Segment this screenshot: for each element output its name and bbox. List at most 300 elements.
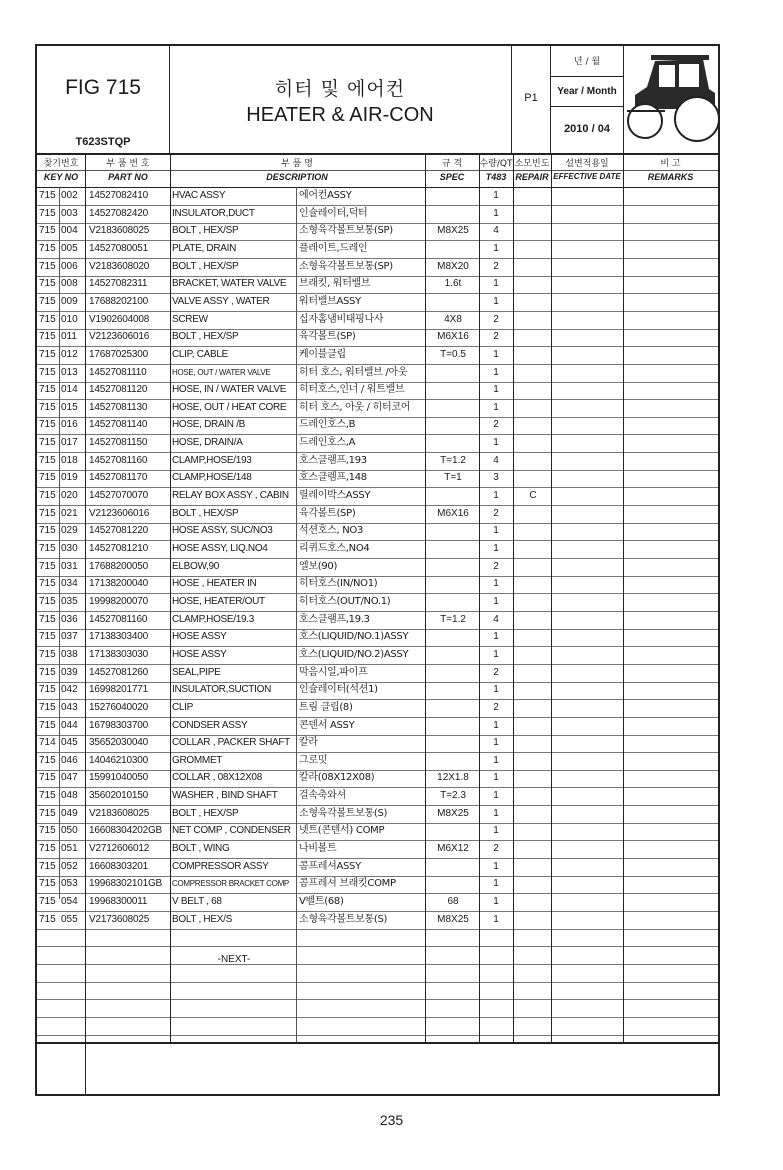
fig-cell: 715	[39, 384, 56, 396]
key-no-cell: 015	[61, 401, 78, 413]
description-ko-cell: 히터호스(IN/NO1)	[299, 578, 378, 590]
description-ko-cell: 인슐레이터(석션1)	[299, 684, 378, 696]
description-ko-cell: 칼라(08X12X08)	[299, 772, 375, 784]
table-row	[37, 522, 718, 541]
part-no-cell: 14046210300	[89, 754, 148, 766]
figure-label: FIG 715	[65, 76, 141, 99]
key-no-cell: 051	[61, 843, 78, 855]
qty-cell: 1	[493, 384, 499, 396]
fig-cell: 715	[39, 437, 56, 449]
table-row	[37, 469, 718, 488]
qty-cell: 2	[493, 560, 499, 572]
qty-cell: 1	[493, 295, 499, 307]
qty-cell: 1	[493, 578, 499, 590]
description-cell: HOSE, OUT / WATER VALVE	[172, 367, 271, 377]
qty-cell: 2	[493, 666, 499, 678]
spec-cell: T=2.3	[440, 790, 466, 802]
description-ko-cell: 브래킷, 워터밸브	[299, 278, 371, 290]
qty-cell: 1	[493, 684, 499, 696]
repair-cell	[514, 593, 552, 610]
fig-cell: 715	[39, 613, 56, 625]
fig-cell: 715	[39, 701, 56, 713]
part-no-cell: 14527070070	[89, 490, 148, 502]
description-cell: CLIP	[172, 701, 194, 713]
table-row	[37, 875, 718, 894]
part-no-cell: 14527080051	[89, 242, 148, 254]
description-cell: INSULATOR,SUCTION	[172, 684, 271, 696]
description-ko-cell: 칼라	[299, 737, 318, 749]
repair-cell	[514, 364, 552, 381]
qty-cell: 1	[493, 631, 499, 643]
table-row	[37, 275, 718, 294]
description-ko-cell: 히터호스,인너 / 워트밸브	[299, 384, 405, 396]
repair-cell	[514, 575, 552, 592]
part-no-cell: 17138303030	[89, 648, 148, 660]
table-row	[37, 752, 718, 771]
part-no-cell: 35602010150	[89, 790, 148, 802]
table-row	[37, 805, 718, 824]
key-no-cell: 003	[61, 207, 78, 219]
part-no-cell: 17687025300	[89, 348, 148, 360]
description-ko-cell: 히터 호스, 워터밸브 /아웃	[299, 366, 408, 378]
table-row	[37, 928, 718, 947]
key-no-cell: 034	[61, 578, 78, 590]
part-no-cell: 19968300011	[89, 896, 148, 907]
description-ko-cell: 콘덴서 ASSY	[299, 719, 355, 731]
spec-cell	[427, 681, 479, 698]
table-row	[37, 611, 718, 630]
qty-cell: 2	[493, 419, 499, 431]
spec-cell	[427, 875, 479, 892]
part-no-cell: 35652030040	[89, 737, 148, 749]
description-cell: COLLAR , 08X12X08	[172, 772, 262, 784]
description-ko-cell: 소형육각볼트보통(S)	[299, 913, 388, 925]
qty-cell: 1	[493, 525, 499, 537]
part-no-cell: 15276040020	[89, 701, 148, 713]
part-no-cell: V2712606012	[89, 843, 150, 855]
spec-cell	[427, 205, 479, 222]
fig-cell: 715	[39, 419, 56, 431]
description-ko-cell: 히터호스(OUT/NO.1)	[299, 595, 391, 607]
fig-cell: 715	[39, 260, 56, 272]
table-row	[37, 416, 718, 435]
part-no-cell: 14527081220	[89, 525, 148, 537]
spec-cell: 4X8	[444, 313, 462, 325]
spec-cell	[427, 646, 479, 663]
key-no-cell: 047	[61, 772, 78, 784]
fig-cell: 715	[39, 472, 56, 484]
key-no-cell: 039	[61, 666, 78, 678]
description-cell: HOSE ASSY, SUC/NO3	[172, 525, 273, 537]
part-no-cell: 15991040050	[89, 772, 148, 784]
description-cell: BOLT , HEX/SP	[172, 507, 239, 519]
col-repair-en: REPAIR	[515, 172, 549, 182]
table-row	[37, 664, 718, 683]
description-ko-cell: 워터밸브ASSY	[299, 295, 361, 307]
qty-cell: 3	[493, 472, 499, 484]
fig-cell: 715	[39, 860, 56, 872]
part-no-cell: 14527081170	[89, 472, 148, 484]
repair-cell	[514, 540, 552, 557]
table-row	[37, 681, 718, 700]
col-repair-ko: 소모빈도	[514, 159, 550, 169]
description-cell: SEAL,PIPE	[172, 666, 221, 678]
key-no-cell: 036	[61, 613, 78, 625]
repair-cell	[514, 646, 552, 663]
table-row	[37, 205, 718, 224]
description-cell: HOSE, IN / WATER VALVE	[172, 384, 287, 396]
repair-cell	[514, 258, 552, 275]
spec-cell	[427, 628, 479, 645]
repair-cell	[514, 699, 552, 716]
table-row	[37, 1017, 718, 1036]
part-no-cell: 16998201771	[89, 684, 148, 696]
description-cell: VALVE ASSY , WATER	[172, 295, 270, 307]
fig-cell: 715	[39, 313, 56, 325]
qty-cell: 1	[493, 772, 499, 784]
table-row	[37, 946, 718, 965]
description-cell: BOLT , HEX/SP	[172, 807, 239, 819]
repair-cell	[514, 205, 552, 222]
description-ko-cell: V벨트(68)	[299, 896, 344, 907]
repair-cell	[514, 787, 552, 804]
repair-cell	[514, 399, 552, 416]
fig-cell: 715	[39, 648, 56, 660]
part-no-cell: 16798303700	[89, 719, 148, 731]
fig-cell: 715	[39, 913, 56, 925]
key-no-cell: 017	[61, 437, 78, 449]
key-no-cell: 055	[61, 913, 78, 925]
table-row	[37, 293, 718, 312]
table-row	[37, 487, 718, 506]
part-no-cell: 16608303201	[89, 860, 148, 872]
repair-cell	[514, 416, 552, 433]
col-spec-ko: 규 격	[441, 159, 463, 169]
description-cell: ELBOW,90	[172, 560, 220, 572]
description-ko-cell: 인슐레이터,덕터	[299, 207, 368, 219]
repair-cell	[514, 434, 552, 451]
col-qty-ko: 수량/QT	[479, 159, 513, 169]
fig-cell: 715	[39, 490, 56, 502]
description-cell: CLAMP,HOSE/193	[172, 454, 252, 466]
qty-cell: 1	[493, 278, 499, 290]
repair-cell	[514, 522, 552, 539]
spec-cell	[427, 522, 479, 539]
description-cell: SCREW	[172, 313, 208, 325]
description-ko-cell: 호스클램프,193	[299, 454, 367, 466]
fig-cell: 715	[39, 772, 56, 784]
fig-cell: 715	[39, 190, 56, 201]
description-ko-cell: 리퀴드호스,NO4	[299, 543, 370, 554]
table-row	[37, 911, 718, 930]
table-row	[37, 311, 718, 330]
description-ko-cell: 호스클렘프,148	[299, 472, 367, 484]
description-cell: CLAMP,HOSE/19.3	[172, 613, 255, 625]
column-header	[37, 153, 718, 188]
qty-cell: 1	[493, 595, 499, 607]
fig-cell: 715	[39, 754, 56, 766]
description-ko-cell: 엘보(90)	[299, 560, 338, 572]
fig-cell: 715	[39, 578, 56, 590]
col-key-en: KEY NO	[43, 172, 79, 182]
spec-cell	[427, 858, 479, 875]
qty-cell: 1	[493, 737, 499, 749]
qty-cell: 2	[493, 331, 499, 343]
part-no-cell: 17138200040	[89, 578, 148, 590]
repair-cell	[514, 734, 552, 751]
title-english: HEATER & AIR-CON	[246, 104, 434, 126]
description-ko-cell: 콤프레셔ASSY	[299, 860, 361, 872]
description-ko-cell: 호스(LIQUID/NO.2)ASSY	[299, 648, 409, 660]
col-desc-ko: 부 품 명	[281, 159, 313, 169]
table-row	[37, 540, 718, 559]
table-row	[37, 346, 718, 365]
table-row	[37, 999, 718, 1018]
description-ko-cell: 트림 클립(8)	[299, 701, 353, 713]
part-no-cell: 14527081110	[89, 366, 147, 378]
description-cell: HOSE, DRAIN /B	[172, 419, 246, 431]
repair-cell	[514, 717, 552, 734]
col-effective-ko: 설변적용일	[565, 159, 609, 169]
spec-cell: M6X12	[437, 843, 469, 855]
table-row	[37, 699, 718, 718]
fig-cell: 715	[39, 666, 56, 678]
part-no-cell: 17688200050	[89, 560, 148, 572]
table-row	[37, 787, 718, 806]
key-no-cell: 014	[61, 384, 78, 396]
qty-cell: 1	[493, 401, 499, 413]
key-no-cell: 035	[61, 595, 78, 607]
page-code: P1	[524, 92, 538, 104]
repair-cell	[514, 222, 552, 239]
part-no-cell: V2123606016	[89, 507, 150, 519]
qty-cell: 1	[493, 807, 499, 819]
fig-cell: 715	[39, 878, 56, 890]
fig-cell: 715	[39, 825, 56, 837]
qty-cell: 1	[493, 896, 499, 907]
year-month-value: 2010 / 04	[564, 123, 610, 135]
key-no-cell: 021	[61, 507, 78, 519]
parts-sheet	[35, 44, 720, 1096]
spec-cell	[427, 575, 479, 592]
fig-cell: 715	[39, 543, 56, 554]
description-cell: COMPRESSOR BRACKET COMP	[172, 879, 289, 889]
table-row	[37, 964, 718, 983]
repair-cell	[514, 452, 552, 469]
spec-cell: T=0.5	[440, 348, 466, 360]
fig-cell: 715	[39, 631, 56, 643]
key-no-cell: 002	[61, 190, 78, 201]
repair-cell	[514, 911, 552, 928]
spec-cell	[427, 734, 479, 751]
qty-cell: 1	[493, 543, 499, 554]
part-no-cell: 14527081160	[89, 613, 148, 625]
description-ko-cell: 케이블클립	[299, 348, 346, 360]
repair-cell	[514, 840, 552, 857]
table-row	[37, 240, 718, 259]
repair-cell: C	[529, 490, 537, 502]
key-no-cell: 044	[61, 719, 78, 731]
description-ko-cell: 에어컨ASSY	[299, 190, 352, 201]
part-no-cell: 17138303400	[89, 631, 148, 643]
fig-cell: 715	[39, 348, 56, 360]
qty-cell: 1	[493, 190, 499, 201]
key-no-cell: 012	[61, 348, 78, 360]
table-row	[37, 893, 718, 912]
description-cell: INSULATOR,DUCT	[172, 207, 255, 219]
description-cell: CLIP, CABLE	[172, 348, 228, 360]
part-no-cell: V1902604008	[89, 313, 150, 325]
table-row	[37, 769, 718, 788]
fig-cell: 715	[39, 684, 56, 696]
key-no-cell: 016	[61, 419, 78, 431]
spec-cell	[427, 717, 479, 734]
table-row	[37, 364, 718, 383]
repair-cell	[514, 240, 552, 257]
spec-cell: M6X16	[437, 507, 469, 519]
table-row	[37, 628, 718, 647]
table-row	[37, 840, 718, 859]
fig-cell: 715	[39, 331, 56, 343]
key-no-cell: 038	[61, 648, 78, 660]
spec-cell	[427, 822, 479, 839]
qty-cell: 1	[493, 207, 499, 219]
footer-divider	[37, 1042, 718, 1044]
spec-cell	[427, 540, 479, 557]
key-no-cell: 050	[61, 825, 78, 837]
spec-cell: 1.6t	[444, 278, 462, 290]
description-cell: HVAC ASSY	[172, 190, 226, 201]
title-korean: 히터 및 에어컨	[274, 78, 406, 100]
description-ko-cell: 소형육각볼트보통(S)	[299, 807, 388, 819]
table-row	[37, 822, 718, 841]
table-row	[37, 717, 718, 736]
description-cell: BOLT , HEX/SP	[172, 225, 239, 237]
part-no-cell: 19968302101GB	[89, 878, 163, 890]
spec-cell: M8X20	[437, 260, 469, 272]
model-code: T623STQP	[75, 136, 131, 148]
spec-cell	[427, 487, 479, 504]
description-ko-cell: 석션호스, NO3	[299, 525, 364, 537]
fig-cell: 715	[39, 278, 56, 290]
part-no-cell: 14527082410	[89, 190, 148, 201]
key-no-cell: 013	[61, 366, 78, 378]
description-cell: BRACKET, WATER VALVE	[172, 278, 287, 290]
description-cell: HOSE, OUT / HEAT CORE	[172, 401, 287, 413]
key-no-cell: 031	[61, 560, 78, 572]
part-no-cell: 14527081140	[89, 419, 148, 431]
sheet-header	[37, 46, 718, 155]
year-month-label-ko: 년 / 월	[573, 57, 601, 67]
qty-cell: 1	[493, 878, 499, 890]
fig-cell: 715	[39, 507, 56, 519]
description-ko-cell: 그로밋	[299, 754, 328, 766]
fig-cell: 715	[39, 207, 56, 219]
fig-cell: 715	[39, 401, 56, 413]
spec-cell	[427, 593, 479, 610]
description-ko-cell: 플레이트,드레인	[299, 242, 368, 254]
spec-cell	[427, 187, 479, 204]
table-row	[37, 593, 718, 612]
col-desc-en: DESCRIPTION	[266, 172, 328, 182]
repair-cell	[514, 893, 552, 910]
qty-cell: 2	[493, 843, 499, 855]
spec-cell: M8X25	[437, 225, 469, 237]
key-no-cell: 029	[61, 525, 78, 537]
description-cell: WASHER , BIND SHAFT	[172, 790, 278, 802]
fig-cell: 715	[39, 595, 56, 607]
part-no-cell: V2123606016	[89, 331, 150, 343]
description-ko-cell: 드레인호스,B	[299, 419, 356, 431]
col-part-ko: 부 품 번 호	[106, 159, 150, 169]
table-row	[37, 858, 718, 877]
qty-cell: 1	[493, 790, 499, 802]
key-no-cell: 037	[61, 631, 78, 643]
part-no-cell: 14527082420	[89, 207, 148, 219]
key-no-cell: 054	[61, 896, 78, 907]
col-remarks-en: REMARKS	[647, 172, 694, 182]
description-ko-cell: 십자홈냄비태핑나사	[299, 313, 384, 325]
description-ko-cell: 걸속축와셔	[299, 790, 346, 802]
description-cell: HOSE ASSY	[172, 631, 227, 643]
key-no-cell: 020	[61, 490, 78, 502]
table-row	[37, 381, 718, 400]
key-no-cell: 008	[61, 278, 78, 290]
key-no-cell: 010	[61, 313, 78, 325]
repair-cell	[514, 822, 552, 839]
qty-cell: 2	[493, 507, 499, 519]
table-row	[37, 328, 718, 347]
spec-cell	[427, 699, 479, 716]
spec-cell: M8X25	[437, 913, 469, 925]
spec-cell	[427, 381, 479, 398]
qty-cell: 1	[493, 754, 499, 766]
description-ko-cell: 소형육각볼트보통(SP)	[299, 260, 393, 272]
part-no-cell: 14527081160	[89, 454, 148, 466]
description-cell: COMPRESSOR ASSY	[172, 860, 269, 872]
repair-cell	[514, 611, 552, 628]
part-no-cell: V2173608025	[89, 913, 150, 925]
qty-cell: 1	[493, 648, 499, 660]
table-row	[37, 258, 718, 277]
description-cell: V BELT , 68	[172, 896, 222, 907]
description-ko-cell: 육각볼트(SP)	[299, 507, 356, 519]
description-cell: BOLT , HEX/SP	[172, 260, 239, 272]
spec-cell	[427, 434, 479, 451]
key-no-cell: 005	[61, 242, 78, 254]
qty-cell: 1	[493, 719, 499, 731]
spec-cell	[427, 293, 479, 310]
description-cell: RELAY BOX ASSY , CABIN	[172, 490, 289, 502]
key-no-cell: 018	[61, 454, 78, 466]
fig-cell: 715	[39, 719, 56, 731]
description-cell: CONDSER ASSY	[172, 719, 248, 731]
fig-cell: 715	[39, 560, 56, 572]
repair-cell	[514, 752, 552, 769]
table-row	[37, 222, 718, 241]
key-no-cell: 048	[61, 790, 78, 802]
part-no-cell: 14527081120	[89, 384, 148, 396]
description-cell: BOLT , WING	[172, 843, 230, 855]
part-no-cell: 16608304202GB	[89, 825, 163, 837]
description-ko-cell: 히터 호스, 아웃 / 히터코어	[299, 401, 411, 413]
fig-cell: 715	[39, 843, 56, 855]
qty-cell: 4	[493, 613, 499, 625]
key-no-cell: 009	[61, 295, 78, 307]
description-cell: PLATE, DRAIN	[172, 242, 237, 254]
description-cell: HOSE ASSY, LIQ.NO4	[172, 543, 268, 554]
repair-cell	[514, 469, 552, 486]
